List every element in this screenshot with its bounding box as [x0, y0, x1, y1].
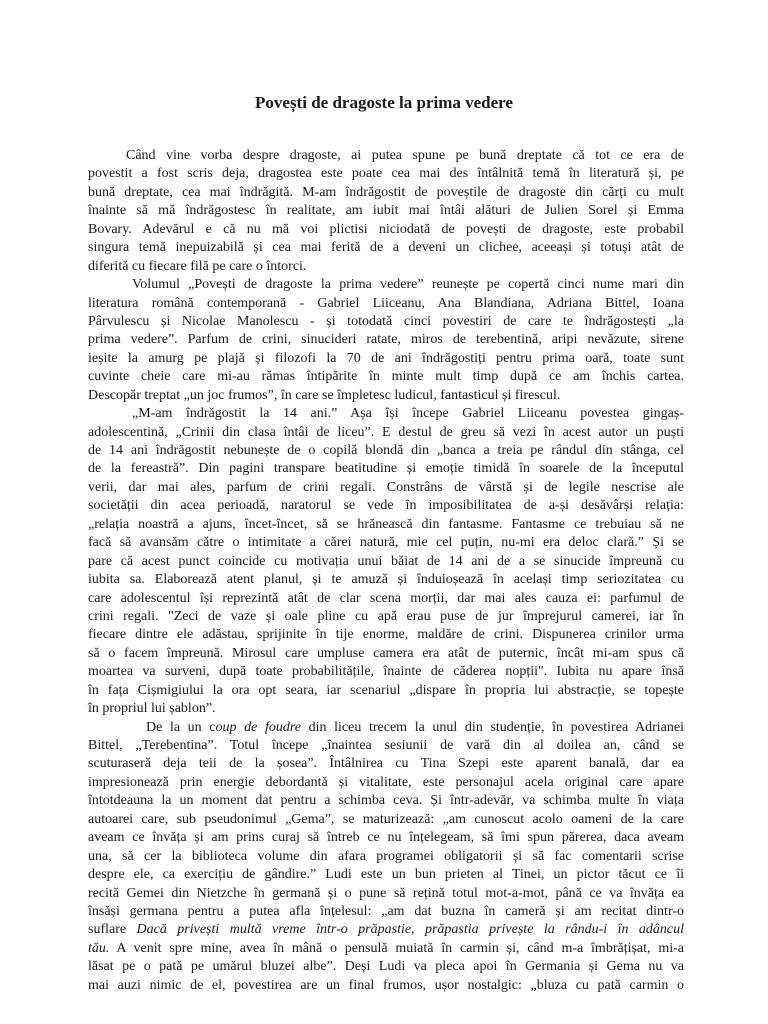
text-line: De la un coup de foudre din liceu trecem la unul din studenție, în povestirea Adrianei	[146, 719, 684, 735]
text-line: crini regali. "Zeci de vaze și oale pline cu apă erau puse de jur împrejurul camerei, iar în	[88, 608, 684, 624]
text-line: recită Gemei din Nietzche în germană și o pune să rețină totul mot-a-mot, până ce va învăța ea	[88, 885, 684, 901]
text-line: în propriul lui șablon”.	[88, 701, 216, 717]
text-line: „M-am îndrăgostit la 14 ani.” Așa își începe Gabriel Liiceanu povestea gingaș-	[132, 406, 684, 422]
text-line: fiecare dintre ele adăstau, sprijinite în tije enorme, maldăre de crini. Dispunerea crinilor urma	[88, 627, 684, 643]
text-line: să o facem împreună. Mirosul care umpluse camera era atât de puternic, încât mi-am spus că	[88, 645, 684, 661]
text-line: moartea va surveni, după toate probabilitățile, înainte de căderea nopții". Iubita nu apare însă	[88, 664, 684, 680]
text-line: ieșite la amurg pe plajă și filozofi la 70 de ani îndrăgostiți pentru prima oară, toate sunt	[88, 350, 684, 366]
text-line: Bittel, „Terebentina”. Totul începe „înaintea sesiunii de vară din al doilea an, când se	[88, 738, 684, 753]
text-line: în fața Cișmigiului la ora opt seara, iar scenariul „dispare în propria lui abstracție, se topește	[88, 682, 684, 698]
text-line: facă să avansăm către o intimitate a cărei natură, mie cel puțin, nu-mi era deloc clară.” Și se	[88, 535, 684, 551]
text-line: povestit a fost scris deja, dragostea este poate cea mai des întâlnită temă în literatură și, pe	[88, 166, 684, 182]
text-line: lăsat pe o pată pe umărul bluzei albe”. Deși Ludi va pleca apoi în Germania și Gema nu va	[88, 959, 684, 975]
text-line: însăși germana pentru a putea afla înțelesul: „am dat buzna în cameră și am recitat dintr-o	[88, 903, 684, 919]
article-body	[88, 147, 684, 995]
text-line: de la fereastră”. Din pagini transpare beatitudine și emoție timidă în soarele de la începutul	[88, 461, 684, 477]
text-line: autoarei care, sub pseudonimul „Gema”, se maturizează: „am cunoscut acolo oameni de la care	[88, 811, 684, 827]
text-line: mai auzi nimic de el, povestirea are un final frumos, ușor nostalgic: „bluza cu pată carmin o	[88, 977, 684, 993]
text-line: despre ele, ca exercițiu de gândire.” Ludi este un bun prieten al Tinei, un pictor tăcut ce îi	[88, 867, 684, 883]
text-line: impresionează prin energie debordantă și vitalitate, este personajul acela original care apare	[88, 774, 684, 790]
text-line: societății din acea perioadă, naratorul se vede în imposibilitatea de a-și desăvârși relația:	[88, 498, 684, 514]
text-line: scuturaseră deja teii de la șosea”. Întâlnirea cu Tina Szepi este aparent banală, dar ea	[88, 756, 684, 772]
text-line: Bovary. Adevărul e că nu mă voi plictisi niciodată de povești de dragoste, este probabil	[88, 221, 684, 237]
text-line: bună dreptate, cea mai îndrăgită. M-am îndrăgostit de poveștile de dragoste din cărți cu mult	[88, 184, 684, 200]
text-line: iubita sa. Elaborează atent planul, și te amuză și înduioșează în același timp seriozitatea cu	[88, 572, 684, 588]
text-line: diferită cu fiecare filă pe care o întorci.	[88, 258, 307, 274]
text-line: singura temă inepuizabilă și cea mai ferită de a deveni un clichee, aceeași și totuși atât de	[88, 240, 684, 256]
text-line: Volumul „Povești de dragoste la prima vedere” reunește pe copertă cinci nume mari din	[132, 277, 684, 293]
text-line: una, să cer la biblioteca volume din afara programei obligatorii și să fac comentarii scrise	[88, 848, 684, 864]
document-title: Povești de dragoste la prima vedere	[255, 93, 513, 112]
text-line: adolescentină, „Crinii din clasa întâi de liceu”. E destul de greu să vezi în acest autor un puști	[88, 424, 684, 440]
text-line: înainte să mă îndrăgostesc în realitate, am iubit mai întâi alături de Julien Sorel și Emma	[88, 203, 684, 219]
text-line: întotdeauna la un moment dat pentru a schimba ceva. Și într-adevăr, va schimba multe în viața	[88, 793, 684, 809]
text-line: Când vine vorba despre dragoste, ai putea spune pe bună dreptate că tot ce era de	[126, 148, 684, 163]
text-line: „relația noastră a ajuns, încet-încet, să se hrănească din fantasme. Fantasme ce trebuiau să ne	[88, 516, 684, 532]
text-line: pare că acest punct coincide cu motivația unui băiat de 14 ani de a se sinucide împreună cu	[88, 553, 684, 569]
text-line: care adolescentul își reprezintă atât de clar scena morții, dar mai ales cauza ei: parfumul de	[88, 590, 684, 606]
text-line: Pârvulescu și Nicolae Manolescu - și totodată cinci povestiri de care te îndrăgostești „la	[88, 313, 684, 329]
text-line: aveam ce învăța și am prins curaj să întreb ce nu înțelegeam, să îmi spun părerea, daca aveam	[88, 830, 684, 846]
text-line: cuvinte cheie care mi-au rămas întipărite în minte mult timp după ce am închis cartea.	[88, 369, 684, 385]
text-line: prima vedere”. Parfum de crini, sinucideri ratate, miros de terebentină, aripi nevăzute, sirene	[88, 332, 684, 348]
text-line: tău. A venit spre mine, avea în mână o pensulă muiată în carmin și, când m-a îmbrățișat, mi-a	[88, 940, 684, 956]
text-line: verii, dar mai ales, parfum de crini regali. Constrâns de vârstă și de legile nescrise ale	[88, 479, 684, 495]
text-line: literatura română contemporană - Gabriel Liiceanu, Ana Blandiana, Adriana Bittel, Ioana	[88, 295, 684, 311]
text-line: Descopăr treptat „un joc frumos”, în care se împletesc ludicul, fantasticul și firescul.	[88, 387, 561, 403]
text-line: de 14 ani îndrăgostit nebunește de o copilă blondă din „banca a treia pe rândul din stânga, cel	[88, 443, 684, 458]
text-line: suflare Dacă privești multă vreme într-o prăpastie, prăpastia privește la rându-i în adâncul	[88, 922, 685, 938]
